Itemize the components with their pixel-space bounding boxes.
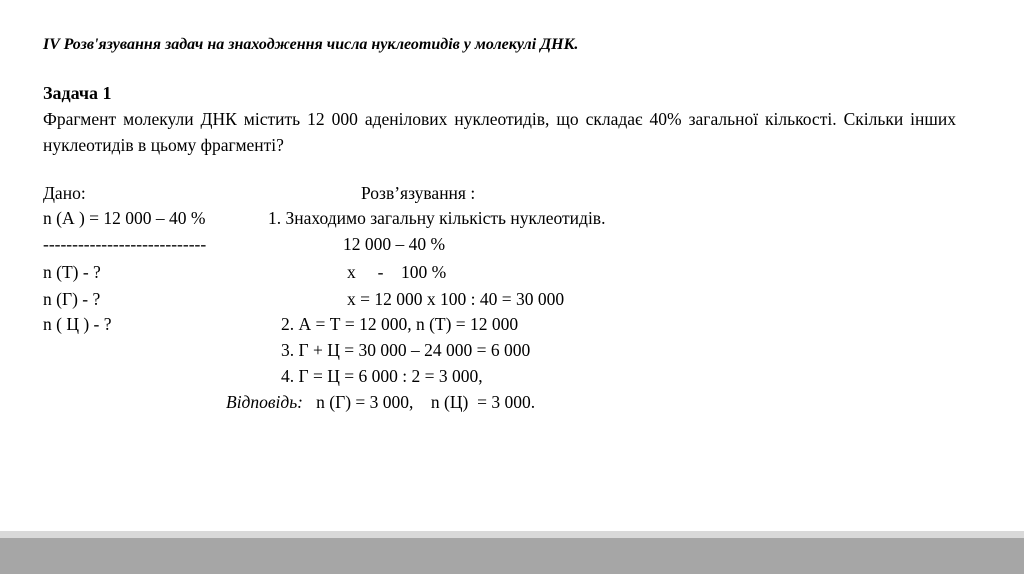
answer-label: Відповідь:	[226, 392, 304, 412]
solution-step-2: 2. А = Т = 12 000, n (Т) = 12 000	[281, 314, 519, 334]
given-label: Дано:	[43, 183, 86, 203]
solution-step-3: 3. Г + Ц = 30 000 – 24 000 = 6 000	[281, 340, 531, 360]
solution-step-1: 1. Знаходимо загальну кількість нуклеотидів.	[268, 208, 606, 228]
given-cytosine: n ( Ц ) - ?	[43, 314, 112, 334]
task-text: Фрагмент молекули ДНК містить 12 000 аденілових нуклеотидів, що складає 40% загальної кількості. Скільки інших нуклеотидів в цьому фрагменті?	[43, 109, 956, 155]
bottom-bar-highlight	[0, 531, 1024, 538]
solution-step-4: 4. Г = Ц = 6 000 : 2 = 3 000,	[281, 366, 483, 386]
section-heading: IV Розв'язування задач на знаходження числа нуклеотидів у молекулі ДНК.	[43, 36, 579, 53]
solution-calculation: х = 12 000 х 100 : 40 = 30 000	[347, 289, 565, 309]
answer-value: n (Г) = 3 000, n (Ц) = 3 000.	[316, 392, 536, 412]
solution-label: Розв’язування :	[361, 183, 476, 203]
given-adenine: n (А ) = 12 000 – 40 %	[43, 208, 206, 228]
solution-proportion-1: 12 000 – 40 %	[343, 234, 446, 254]
answer-line	[226, 390, 535, 414]
given-guanine: n (Г) - ?	[43, 289, 101, 309]
task-title: Задача 1	[43, 83, 112, 103]
solution-proportion-2: х - 100 %	[347, 262, 447, 282]
given-separator: ----------------------------	[43, 234, 207, 254]
given-thymine: n (Т) - ?	[43, 262, 101, 282]
